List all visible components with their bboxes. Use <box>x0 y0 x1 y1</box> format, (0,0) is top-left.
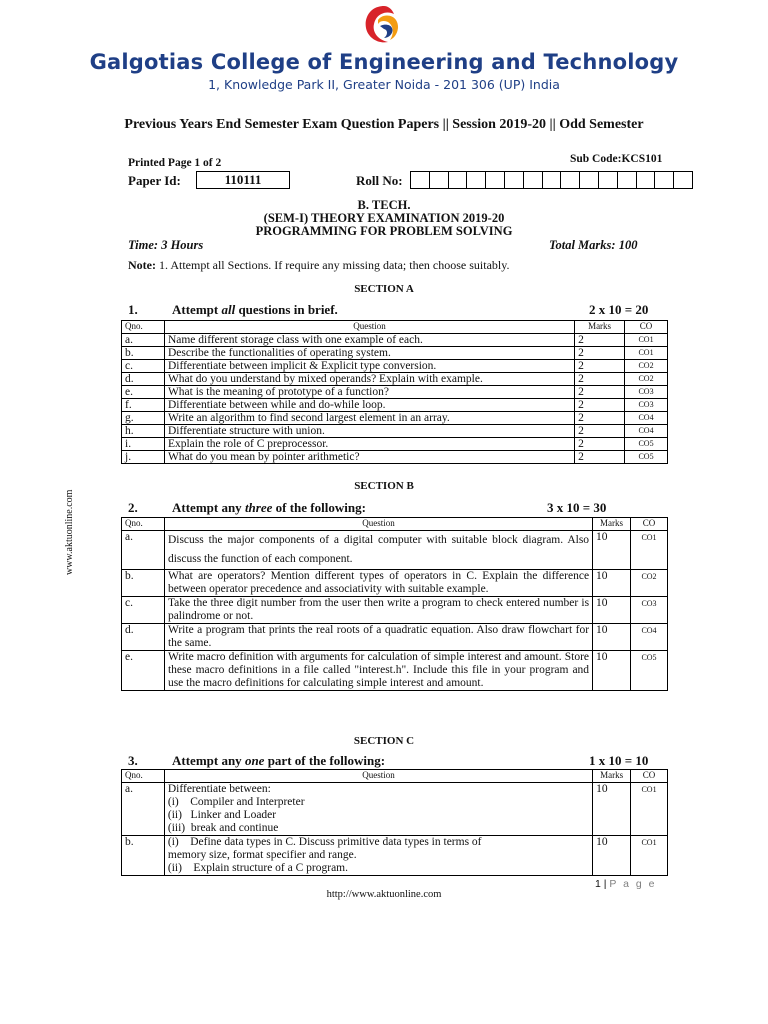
side-watermark: www.aktuonline.com <box>64 489 75 575</box>
col-co: CO <box>631 518 668 531</box>
question: Differentiate structure with union. <box>164 425 574 438</box>
qno: g. <box>122 412 165 425</box>
note-label: Note: <box>128 258 156 272</box>
qno: f. <box>122 399 165 412</box>
roll-box <box>410 171 429 189</box>
co: CO3 <box>625 399 668 412</box>
roll-box <box>654 171 673 189</box>
section-b-marks: 3 x 10 = 30 <box>547 500 607 515</box>
table-row <box>122 373 668 386</box>
qno: d. <box>122 624 165 651</box>
instruction-text: of the following: <box>272 500 366 515</box>
marks: 2 <box>575 334 625 347</box>
qno: c. <box>122 597 165 624</box>
question: Name different storage class with one example of each. <box>164 334 574 347</box>
roll-box <box>429 171 448 189</box>
instruction-emphasis: one <box>244 753 265 768</box>
instruction-text: Attempt any <box>172 500 245 515</box>
table-row <box>122 347 668 360</box>
paper-id-label: Paper Id: <box>128 173 181 188</box>
question-number: 3. <box>128 753 138 768</box>
qno: b. <box>122 570 165 597</box>
marks: 2 <box>575 386 625 399</box>
qno: j. <box>122 451 165 464</box>
table-row <box>122 624 668 651</box>
table-row <box>122 651 668 691</box>
roll-no-boxes <box>410 171 693 189</box>
co: CO1 <box>625 334 668 347</box>
section-b-title: SECTION B <box>354 480 414 492</box>
col-qno: Qno. <box>122 321 165 334</box>
co: CO4 <box>631 624 668 651</box>
table-row <box>122 597 668 624</box>
section-c-instruction <box>128 753 385 769</box>
co: CO1 <box>631 836 668 876</box>
page-sep: | <box>600 878 610 890</box>
co: CO1 <box>631 531 668 570</box>
roll-box <box>636 171 655 189</box>
section-a-table <box>121 320 668 464</box>
co: CO3 <box>625 386 668 399</box>
question: Write a program that prints the real roots of a quadratic equation. Also draw flowchart for the same. <box>164 624 592 651</box>
co: CO2 <box>625 373 668 386</box>
section-c-marks: 1 x 10 = 10 <box>589 753 649 768</box>
co: CO5 <box>625 438 668 451</box>
question: Take the three digit number from the user then write a program to check entered number is palindrome or not. <box>164 597 592 624</box>
table-row <box>122 451 668 464</box>
note-text: 1. Attempt all Sections. If require any missing data; then choose suitably. <box>155 258 510 272</box>
roll-box <box>673 171 693 189</box>
table-row <box>122 531 668 570</box>
co: CO2 <box>631 570 668 597</box>
col-co: CO <box>625 321 668 334</box>
section-b-instruction <box>128 500 366 516</box>
marks: 10 <box>593 836 631 876</box>
question-line: (ii) Explain structure of a C program. <box>167 862 348 874</box>
marks: 10 <box>593 531 631 570</box>
marks: 10 <box>593 597 631 624</box>
sub-code: Sub Code:KCS101 <box>570 153 663 165</box>
table-header <box>122 321 668 334</box>
col-qno: Qno. <box>122 770 165 783</box>
question: Differentiate between while and do-while loop. <box>164 399 574 412</box>
col-marks: Marks <box>575 321 625 334</box>
table-row <box>122 783 668 836</box>
qno: i. <box>122 438 165 451</box>
col-co: CO <box>631 770 668 783</box>
col-qno: Qno. <box>122 518 165 531</box>
qno: d. <box>122 373 165 386</box>
table-row <box>122 399 668 412</box>
section-b-table <box>121 517 668 691</box>
roll-box <box>485 171 504 189</box>
table-row <box>122 438 668 451</box>
table-row <box>122 836 668 876</box>
roll-box <box>542 171 561 189</box>
question-number: 2. <box>128 500 138 515</box>
college-name: Galgotias College of Engineering and Technology <box>89 50 679 74</box>
question-line: (ii) Linker and Loader <box>167 809 277 821</box>
footer-url[interactable]: http://www.aktuonline.com <box>326 889 442 900</box>
table-header <box>122 770 668 783</box>
marks: 10 <box>593 570 631 597</box>
table-row <box>122 360 668 373</box>
instruction-text: Attempt <box>172 302 222 317</box>
marks: 2 <box>575 347 625 360</box>
roll-box <box>504 171 523 189</box>
section-a-marks: 2 x 10 = 20 <box>589 302 649 317</box>
question-line: (i) Define data types in C. Discuss primitive data types in terms of <box>167 836 482 848</box>
instruction-emphasis: three <box>244 500 273 515</box>
total-marks: Total Marks: 100 <box>549 238 638 252</box>
exam-note <box>128 258 509 273</box>
exam-title: (SEM-I) THEORY EXAMINATION 2019-20 <box>263 211 505 225</box>
exam-time: Time: 3 Hours <box>128 238 204 252</box>
qno: h. <box>122 425 165 438</box>
question: What do you understand by mixed operands? Explain with example. <box>164 373 574 386</box>
section-a-title: SECTION A <box>354 283 414 295</box>
page-num: 1 <box>595 878 601 890</box>
roll-box <box>598 171 617 189</box>
co: CO3 <box>631 597 668 624</box>
question: Write macro definition with arguments for calculation of simple interest and amount. Store these macro definitions in a file called "interest.h". Include this file in your program and use the macro definitions for calculating simple interest and amount. <box>164 651 592 691</box>
col-marks: Marks <box>593 770 631 783</box>
program-name: B. TECH. <box>357 198 411 212</box>
col-question: Question <box>164 770 592 783</box>
section-c-title: SECTION C <box>353 735 415 747</box>
table-row <box>122 570 668 597</box>
co: CO1 <box>631 783 668 836</box>
marks: 2 <box>575 451 625 464</box>
qno: e. <box>122 386 165 399</box>
subject-title: PROGRAMMING FOR PROBLEM SOLVING <box>255 224 513 238</box>
marks: 2 <box>575 425 625 438</box>
question: Differentiate between implicit & Explicit type conversion. <box>164 360 574 373</box>
college-address: 1, Knowledge Park II, Greater Noida - 201 306 (UP) India <box>208 77 560 92</box>
college-logo <box>358 2 410 48</box>
co: CO2 <box>625 360 668 373</box>
marks: 2 <box>575 373 625 386</box>
col-question: Question <box>164 518 592 531</box>
qno: b. <box>122 836 165 876</box>
co: CO1 <box>625 347 668 360</box>
question-line: (i) Compiler and Interpreter <box>167 796 305 808</box>
printed-page: Printed Page 1 of 2 <box>128 157 222 169</box>
qno: a. <box>122 783 165 836</box>
question: Describe the functionalities of operating system. <box>164 347 574 360</box>
qno: a. <box>122 334 165 347</box>
question <box>164 836 592 876</box>
co: CO4 <box>625 412 668 425</box>
roll-box <box>617 171 636 189</box>
marks: 2 <box>575 438 625 451</box>
question <box>164 783 592 836</box>
paper-id-value: 110111 <box>196 171 290 189</box>
question: Write an algorithm to find second largest element in an array. <box>164 412 574 425</box>
question: What is the meaning of prototype of a function? <box>164 386 574 399</box>
marks: 2 <box>575 399 625 412</box>
roll-box <box>579 171 598 189</box>
table-row <box>122 425 668 438</box>
question-line: (iii) break and continue <box>167 822 279 834</box>
marks: 10 <box>593 651 631 691</box>
qno: b. <box>122 347 165 360</box>
question-number: 1. <box>128 302 138 317</box>
marks: 2 <box>575 360 625 373</box>
qno: c. <box>122 360 165 373</box>
roll-no-label: Roll No: <box>356 173 403 188</box>
col-question: Question <box>164 321 574 334</box>
question: What do you mean by pointer arithmetic? <box>164 451 574 464</box>
question-line: memory size, format specifier and range. <box>167 849 357 861</box>
question: Explain the role of C preprocessor. <box>164 438 574 451</box>
qno: a. <box>122 531 165 570</box>
instruction-text: part of the following: <box>264 753 386 768</box>
table-row <box>122 412 668 425</box>
roll-box <box>448 171 467 189</box>
instruction-emphasis: all <box>221 302 236 317</box>
marks: 2 <box>575 412 625 425</box>
question: Discuss the major components of a digital computer with suitable block diagram. Also discuss the function of each component. <box>164 531 592 570</box>
co: CO5 <box>625 451 668 464</box>
roll-box <box>466 171 485 189</box>
co: CO4 <box>625 425 668 438</box>
table-header <box>122 518 668 531</box>
table-row <box>122 334 668 347</box>
qno: e. <box>122 651 165 691</box>
question-line: Differentiate between: <box>167 783 271 795</box>
co: CO5 <box>631 651 668 691</box>
marks: 10 <box>593 783 631 836</box>
roll-box <box>560 171 579 189</box>
roll-box <box>523 171 542 189</box>
section-a-instruction <box>128 302 338 318</box>
section-c-table <box>121 769 668 876</box>
instruction-text: Attempt any <box>172 753 245 768</box>
page-word: P a g e <box>609 878 657 890</box>
table-row <box>122 386 668 399</box>
col-marks: Marks <box>593 518 631 531</box>
question: What are operators? Mention different types of operators in C. Explain the difference between operator precedence and associativity with suitable example. <box>164 570 592 597</box>
marks: 10 <box>593 624 631 651</box>
instruction-text: questions in brief. <box>235 302 338 317</box>
document-banner: Previous Years End Semester Exam Question Papers || Session 2019-20 || Odd Semester <box>124 117 644 132</box>
